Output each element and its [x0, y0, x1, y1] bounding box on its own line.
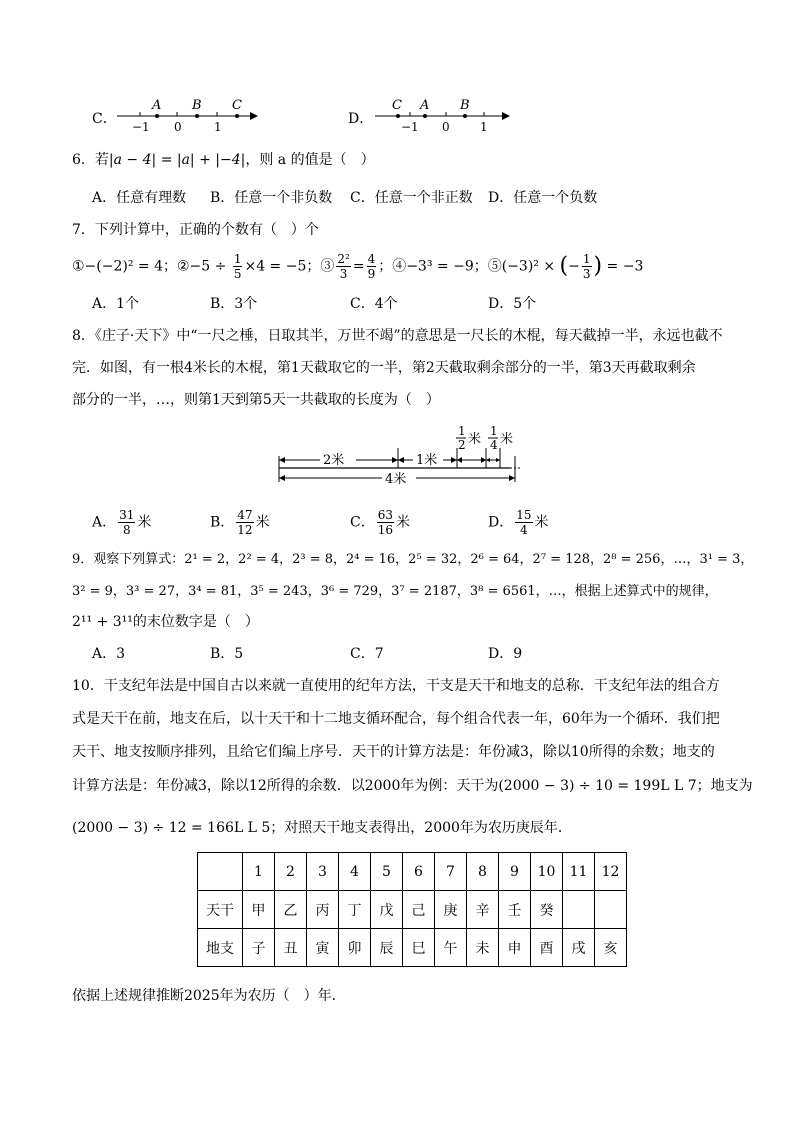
point-label: B: [192, 98, 202, 113]
q7-expr-1: ①−(−2)² = 4；: [72, 258, 177, 275]
q9-line-1: 9．观察下列算式：2¹ = 2，2² = 4，2³ = 8，2⁴ = 16，2⁵ = 32，2⁶ = 64，2⁷ = 128，2⁸ = 256，…，3¹ = 3，: [72, 552, 754, 567]
seg-2m-label: 2米: [323, 453, 345, 468]
fraction: $\frac{\text{2²}}{3}$: [337, 252, 350, 281]
q7-expressions: ①−(−2)² = 4；②−5 ÷ $\frac{1}{5}$ ×4 = −5；③ $\frac{\text{2²}}{3}$ = $\frac{4}{9}$ ；④−3³ = −9；⑤(−3)² × (− $\frac{1}{3}$ ) = −3: [72, 252, 644, 281]
point-label: A: [420, 98, 430, 113]
q7-option-d: D．5个: [488, 296, 537, 312]
q9-line-3: 2¹¹ + 3¹¹的末位数字是（ ）: [72, 614, 259, 630]
table-header-row: 1 2 3 4 5 6 7 8 9 10 11 12: [198, 853, 627, 891]
tick-label: 1: [214, 120, 222, 134]
q7-option-a: A．1个: [92, 296, 140, 312]
fraction: $\frac{1}{5}$: [233, 252, 242, 281]
q8-option-c: C． $\frac{63}{16}$ 米: [350, 508, 410, 537]
q6-tail: ，则 a 的值是（ ）: [245, 152, 375, 168]
point-label: A: [152, 98, 162, 113]
q6-option-b: B．任意一个非负数: [210, 190, 333, 206]
total-label: 4米: [385, 472, 407, 487]
point-c: [235, 114, 239, 118]
point-b: [463, 114, 467, 118]
tick-label: −1: [132, 120, 150, 134]
q8-line-3: 部分的一半，…，则第1天到第5天一共截取的长度为（ ）: [72, 392, 440, 408]
q6-number: 6．若: [72, 152, 109, 168]
axis-arrow: [502, 112, 510, 120]
q7-expr-5: ⑤(−3)² ×: [487, 258, 560, 275]
q8-option-d: D． $\frac{15}{4}$ 米: [488, 508, 549, 537]
half-unit: 米: [468, 432, 482, 447]
tick-label: 0: [442, 120, 450, 134]
q7-expr-3: ③: [320, 258, 335, 275]
q10-line-2: 式是天干在前，地支在后，以十天干和十二地支循环配合，每个组合代表一年，60年为一个循环．我们把: [72, 711, 720, 727]
q8-option-b: B． $\frac{47}{12}$ 米: [210, 508, 270, 537]
table-row-tiangan: 天干 甲 乙 丙 丁 戊 己 庚 辛 壬 癸: [198, 891, 627, 929]
point-label: B: [460, 98, 470, 113]
quarter-num: 1: [490, 424, 498, 438]
q5-option-d-numberline: [370, 96, 520, 136]
q9-option-d: D．9: [488, 646, 523, 662]
q6-option-a: A．任意有理数: [92, 190, 187, 206]
q10-line-1: 10．干支纪年法是中国自古以来就一直使用的纪年方法，干支是天干和地支的总称．干支纪年法的组合方: [72, 678, 720, 694]
q9-line-2: 3² = 9，3³ = 27，3⁴ = 81，3⁵ = 243，3⁶ = 729，3⁷ = 2187，3⁸ = 6561，…，根据上述算式中的规律，: [72, 584, 718, 599]
table-row-dizhi: 地支 子 丑 寅 卯 辰 巳 午 未 申 酉 戌 亥: [198, 929, 627, 967]
tick-label: −1: [401, 120, 419, 134]
q9-option-b: B．5: [210, 646, 244, 662]
q7-option-b: B．3个: [210, 296, 258, 312]
seg-1m-label: 1米: [416, 453, 438, 468]
q7-option-c: C．4个: [350, 296, 398, 312]
q5-option-c-numberline: [112, 96, 262, 136]
q7-stem: 7．下列计算中，正确的个数有（ ）个: [72, 222, 319, 238]
q8-line-2: 完．如图，有一根4米长的木棍，第1天截取它的一半，第2天截取剩余部分的一半，第3天再截取剩余: [72, 360, 696, 376]
tick-label: 0: [174, 120, 182, 134]
q10-line-3: 天干、地支按顺序排列，且给它们编上序号．天干的计算方法是：年份减3，除以10所得的余数；地支的: [72, 744, 715, 760]
point-label: C: [232, 98, 242, 113]
q7-expr-2b: ×4 = −5；: [244, 258, 321, 275]
axis-arrow: [250, 112, 258, 120]
q8-line-1: 8．《庄子·天下》中“一尺之棰，日取其半，万世不竭”的意思是一尺长的木棍，每天截掉一半，永远也截不: [72, 328, 723, 344]
q8-stick-figure: [270, 422, 530, 490]
q7-expr-4: ；④−3³ = −9；: [378, 258, 488, 275]
ganzhi-table: [197, 852, 627, 967]
q9-option-c: C．7: [350, 646, 384, 662]
q5-option-c-label: C．: [92, 111, 117, 127]
fraction: $\frac{4}{9}$: [367, 252, 376, 281]
fraction: $\frac{1}{3}$: [582, 252, 591, 281]
point-b: [195, 114, 199, 118]
q6-stem: [72, 150, 375, 170]
point-a: [155, 114, 159, 118]
q6-expression: |a − 4| = |a| + |−4|: [108, 152, 246, 168]
half-den: 2: [458, 438, 466, 452]
q10-line-5: (2000 − 3) ÷ 12 = 166L L 5；对照天干地支表得出，2000年为农历庚辰年．: [72, 820, 572, 836]
q10-tail: 依据上述规律推断2025年为农历（ ）年．: [72, 988, 346, 1004]
q6-option-d: D．任意一个负数: [488, 190, 598, 206]
q8-option-a: A． $\frac{31}{8}$ 米: [92, 508, 152, 537]
q5-option-d-label: D．: [348, 111, 374, 127]
half-num: 1: [458, 424, 466, 438]
q10-line-4: 计算方法是：年份减3，除以12所得的余数．以2000年为例：天干为(2000 − 3) ÷ 10 = 199L L 7；地支为: [72, 778, 753, 794]
q7-expr-2: ②−5 ÷: [177, 258, 231, 275]
quarter-unit: 米: [500, 432, 514, 447]
tick-label: 1: [480, 120, 488, 134]
q6-option-c: C．任意一个非正数: [350, 190, 473, 206]
point-label: C: [392, 98, 402, 113]
point-c: [396, 114, 400, 118]
quarter-den: 4: [490, 438, 498, 452]
q9-option-a: A．3: [92, 646, 126, 662]
point-a: [423, 114, 427, 118]
